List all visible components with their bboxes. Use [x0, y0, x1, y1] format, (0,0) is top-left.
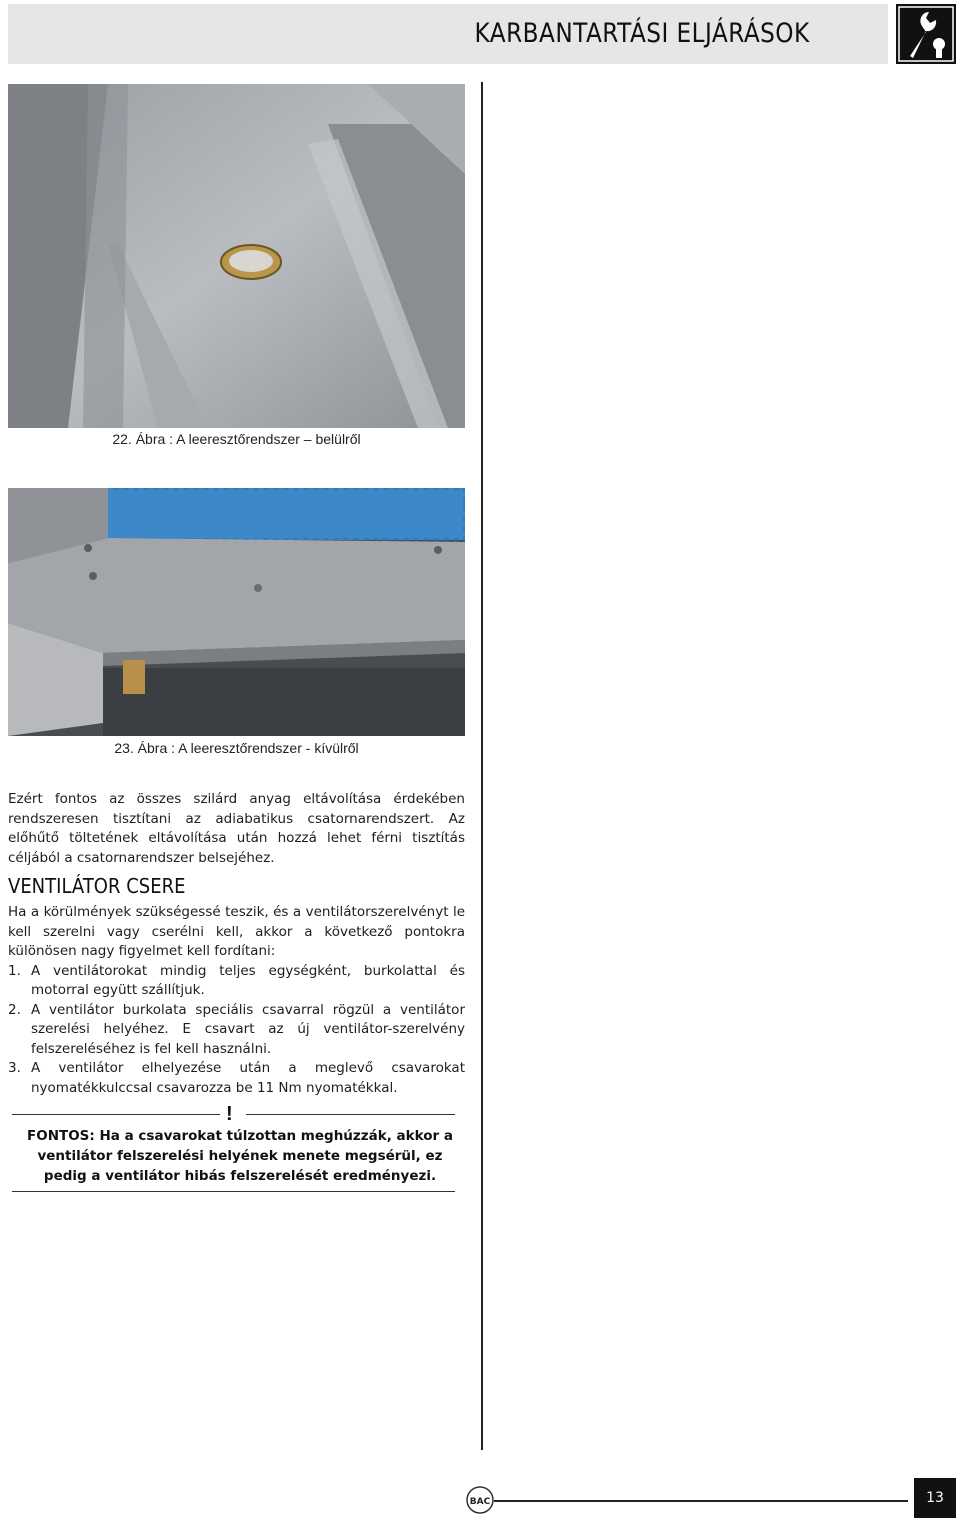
list-text: A ventilátor burkolata speciális csavarral rögzül a ventilátor szerelési helyéhez. E csavart az új ventilátor-szerelvény felszereléséhez is fel kell használni. — [31, 1001, 465, 1057]
section-lead: Ha a körülmények szükségessé teszik, és a ventilátorszerelvényt le kell szerelni vagy cserélni kell, akkor a következő pontokra különösen nagy figyelmet kell fordítani: — [8, 904, 465, 959]
drain-outside-photo — [8, 488, 465, 736]
section-heading: VENTILÁTOR CSERE — [8, 874, 186, 898]
logo-text: BAC — [469, 1497, 491, 1507]
wrench-icon — [896, 4, 956, 64]
list-item — [8, 1059, 465, 1098]
warning-rule-left — [12, 1114, 220, 1115]
page-title: KARBANTARTÁSI ELJÁRÁSOK — [474, 18, 810, 49]
fan-replacement-list — [8, 962, 465, 1099]
page-number: 13 — [914, 1478, 956, 1518]
warning-exclamation-icon: ! — [226, 1103, 233, 1125]
intro-paragraph: Ezért fontos az összes szilárd anyag eltávolítása érdekében rendszeresen tisztítani az adiabatikus csatornarendszert. Az előhűtő töltetének eltávolítása után hozzá lehet férni tisztítás céljából a csatornarendszer belsejéhez. — [8, 791, 465, 866]
list-item — [8, 1001, 465, 1060]
list-number: 2. — [8, 1001, 21, 1018]
column-divider — [481, 82, 483, 1450]
list-item — [8, 962, 465, 1001]
section-body — [8, 903, 465, 1098]
warning-rule-bottom — [12, 1191, 455, 1192]
list-number: 1. — [8, 962, 21, 979]
warning-rule-right — [246, 1114, 455, 1115]
list-text: A ventilátorokat mindig teljes egységként, burkolattal és motorral együtt szállítjuk. — [31, 962, 465, 998]
figure-caption-23: 23. Ábra : A leeresztőrendszer - kívülről — [114, 740, 359, 756]
warning-text: FONTOS: Ha a csavarokat túlzottan meghúzzák, akkor a ventilátor felszerelési helyének menete megsérül, ez pedig a ventilátor hibás felszerelését eredményezi. — [27, 1128, 453, 1184]
drain-inside-photo — [8, 84, 465, 428]
list-number: 3. — [8, 1060, 21, 1076]
header-band — [8, 4, 888, 64]
footer-rule — [494, 1500, 908, 1502]
list-text: A ventilátor elhelyezése után a meglevő csavarokat nyomatékkulccsal csavarozza be 11 Nm nyomatékkal. — [31, 1060, 465, 1096]
figure-caption-22: 22. Ábra : A leeresztőrendszer – belülről — [112, 431, 361, 447]
bac-logo-icon — [466, 1486, 494, 1514]
